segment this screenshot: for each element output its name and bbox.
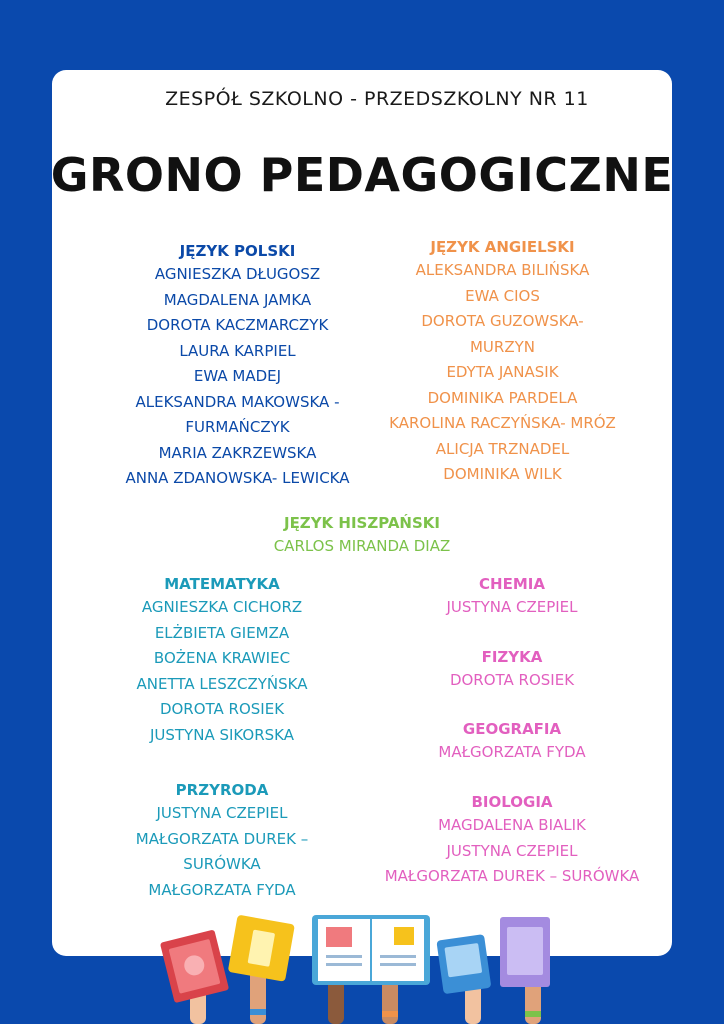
- teacher-name: SURÓWKA: [183, 855, 261, 873]
- teacher-name: CARLOS MIRANDA DIAZ: [273, 537, 451, 555]
- teacher-name: LAURA KARPIEL: [179, 341, 296, 360]
- section-heading: BIOLOGIA: [471, 793, 553, 811]
- teacher-name: DOMINIKA WILK: [443, 465, 562, 483]
- teacher-name: EWA CIOS: [465, 286, 540, 305]
- teacher-name: MAŁGORZATA DUREK –: [135, 829, 309, 848]
- teacher-name: KAROLINA RACZYŃSKA- MRÓZ: [389, 414, 616, 432]
- teacher-name: ALICJA TRZNADEL: [435, 439, 570, 458]
- section-heading: CHEMIA: [479, 575, 545, 593]
- section-heading: JĘZYK POLSKI: [179, 242, 296, 260]
- teacher-name: MAŁGORZATA DUREK – SURÓWKA: [384, 867, 640, 885]
- teacher-name: ANNA ZDANOWSKA- LEWICKA: [125, 469, 350, 487]
- blue-book: [436, 934, 491, 994]
- teacher-name: DOMINIKA PARDELA: [427, 388, 578, 407]
- teacher-name: ELŻBIETA GIEMZA: [154, 623, 290, 642]
- teacher-name: JUSTYNA CZEPIEL: [156, 804, 288, 822]
- section-jezyk-angielski: [350, 236, 655, 488]
- page-title: GRONO PEDAGOGICZNE: [50, 148, 674, 202]
- teacher-name: ALEKSANDRA BILIŃSKA: [415, 261, 590, 279]
- teacher-name: AGNIESZKA CICHORZ: [141, 598, 303, 616]
- teacher-name: DOROTA GUZOWSKA-: [421, 312, 584, 330]
- open-book: [312, 915, 430, 985]
- teacher-name: DOROTA ROSIEK: [449, 671, 575, 689]
- teacher-name: JUSTYNA SIKORSKA: [149, 725, 295, 744]
- section-jezyk-hiszpanski: [52, 512, 672, 560]
- purple-book: [500, 917, 550, 987]
- teacher-name: DOROTA ROSIEK: [159, 700, 285, 718]
- teacher-name: MARIA ZAKRZEWSKA: [158, 443, 317, 462]
- teacher-name: JUSTYNA CZEPIEL: [446, 598, 578, 616]
- teacher-name: EWA MADEJ: [193, 367, 282, 385]
- teacher-name: BOŻENA KRAWIEC: [153, 649, 291, 667]
- teacher-name: JUSTYNA CZEPIEL: [446, 841, 578, 860]
- section-geografia: [352, 718, 672, 766]
- section-heading: PRZYRODA: [175, 781, 269, 799]
- section-matematyka: [62, 573, 382, 748]
- yellow-book: [228, 915, 295, 982]
- section-heading: MATEMATYKA: [164, 575, 280, 593]
- teacher-name: MAŁGORZATA FYDA: [148, 880, 296, 899]
- school-name: ZESPÓŁ SZKOLNO - PRZEDSZKOLNY NR 11: [165, 88, 589, 110]
- teacher-name: MAGDALENA JAMKA: [163, 290, 312, 309]
- teacher-name: FURMAŃCZYK: [185, 418, 290, 436]
- teacher-name: DOROTA KACZMARCZYK: [146, 316, 329, 334]
- teacher-name: MAGDALENA BIALIK: [438, 816, 586, 834]
- section-biologia: [352, 791, 672, 890]
- teacher-name: ALEKSANDRA MAKOWSKA -: [135, 392, 340, 411]
- teacher-name: EDYTA JANASIK: [446, 363, 559, 381]
- teacher-name: MAŁGORZATA FYDA: [438, 743, 586, 761]
- teacher-name: ANETTA LESZCZYŃSKA: [136, 674, 308, 693]
- section-heading: FIZYKA: [481, 648, 543, 666]
- section-fizyka: [352, 646, 672, 694]
- section-przyroda: [62, 779, 382, 903]
- section-chemia: [352, 573, 672, 621]
- section-heading: JĘZYK ANGIELSKI: [430, 238, 575, 256]
- red-book: [160, 929, 229, 1003]
- hands-holding-books-illustration: [150, 905, 570, 1024]
- section-heading: JĘZYK HISZPAŃSKI: [283, 514, 440, 532]
- section-heading: GEOGRAFIA: [462, 720, 562, 738]
- teacher-name: MURZYN: [469, 337, 535, 356]
- teacher-name: AGNIESZKA DŁUGOSZ: [154, 265, 321, 283]
